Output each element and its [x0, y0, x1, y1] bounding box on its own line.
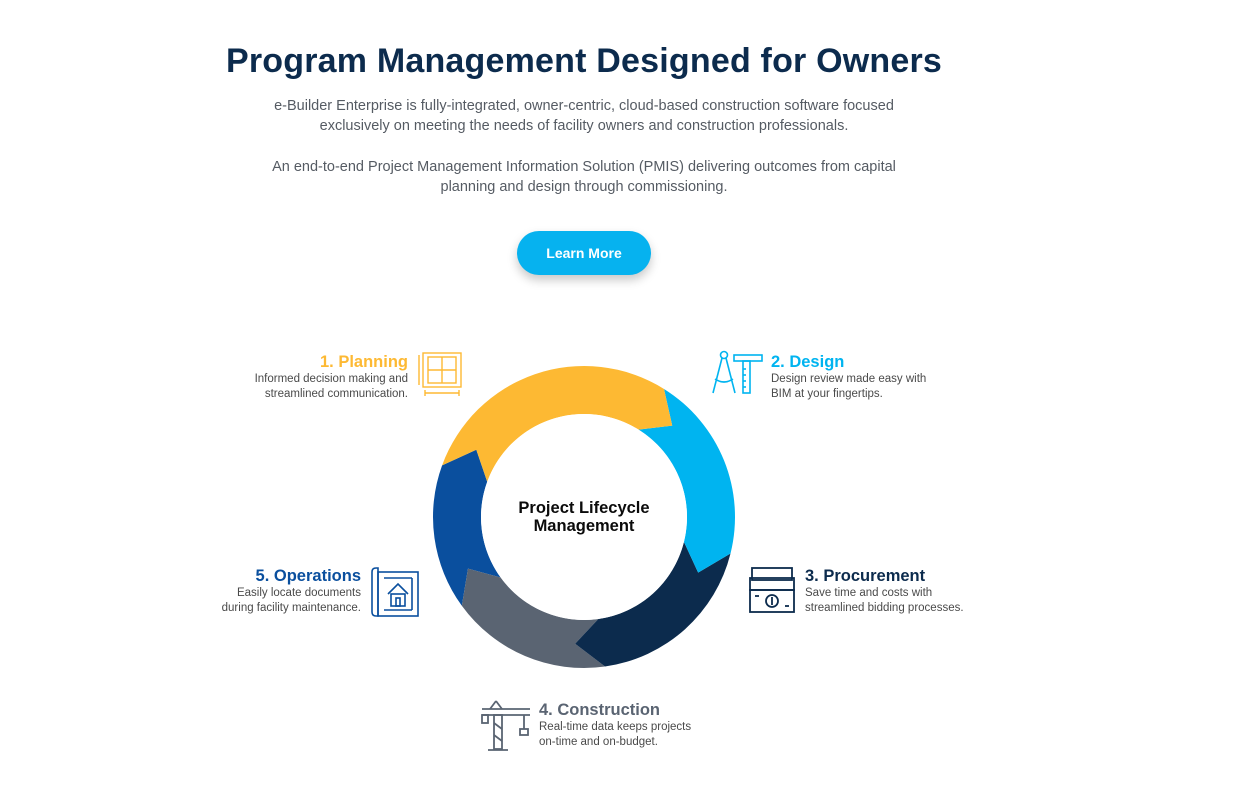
stage-planning-desc-line-1: Informed decision making and — [254, 373, 408, 385]
crane-icon — [480, 699, 532, 753]
center-label-line-2: Management — [533, 517, 635, 535]
stage-design-desc-line-1: Design review made easy with — [771, 373, 927, 385]
stage-design-title: 2. Design — [771, 353, 845, 371]
stage-construction-title: 4. Construction — [539, 701, 661, 719]
stage-design — [771, 352, 991, 402]
center-label-line-1: Project Lifecycle — [518, 499, 650, 517]
intro-paragraph-2-line-1: An end-to-end Project Management Information Solution (PMIS) delivering outcomes from capital — [272, 159, 896, 175]
stage-construction — [539, 700, 759, 750]
blueprint-frame-icon — [417, 351, 465, 399]
stage-planning-desc-line-2: streamlined communication. — [264, 388, 408, 400]
stage-planning — [200, 352, 408, 402]
intro-paragraph-1-line-1: e-Builder Enterprise is fully-integrated, owner-centric, cloud-based construction software focused — [274, 98, 894, 114]
stage-construction-desc-line-1: Real-time data keeps projects — [539, 721, 692, 733]
stage-planning-title: 1. Planning — [319, 353, 408, 371]
page-title: Program Management Designed for Owners — [225, 42, 943, 80]
stage-design-desc-line-2: BIM at your fingertips. — [771, 388, 883, 400]
money-stack-icon — [748, 566, 796, 614]
intro-paragraph-1-line-2: exclusively on meeting the needs of facility owners and construction professionals. — [319, 118, 849, 134]
stage-construction-desc-line-2: on-time and on-budget. — [539, 736, 658, 748]
stage-operations-title: 5. Operations — [255, 567, 361, 585]
learn-more-button[interactable]: Learn More — [517, 231, 651, 275]
stage-procurement — [805, 566, 1025, 616]
stage-operations-desc-line-1: Easily locate documents — [236, 587, 361, 599]
stage-procurement-desc-line-2: streamlined bidding processes. — [805, 602, 964, 614]
intro-paragraph-2-line-2: planning and design through commissioning. — [440, 179, 728, 195]
stage-operations-desc-line-2: during facility maintenance. — [221, 602, 361, 614]
floor-plan-icon — [370, 566, 420, 618]
stage-procurement-title: 3. Procurement — [805, 567, 926, 585]
lifecycle-center-label — [484, 499, 684, 535]
compass-ruler-icon — [710, 349, 766, 397]
stage-operations — [160, 566, 361, 616]
stage-procurement-desc-line-1: Save time and costs with — [805, 587, 933, 599]
